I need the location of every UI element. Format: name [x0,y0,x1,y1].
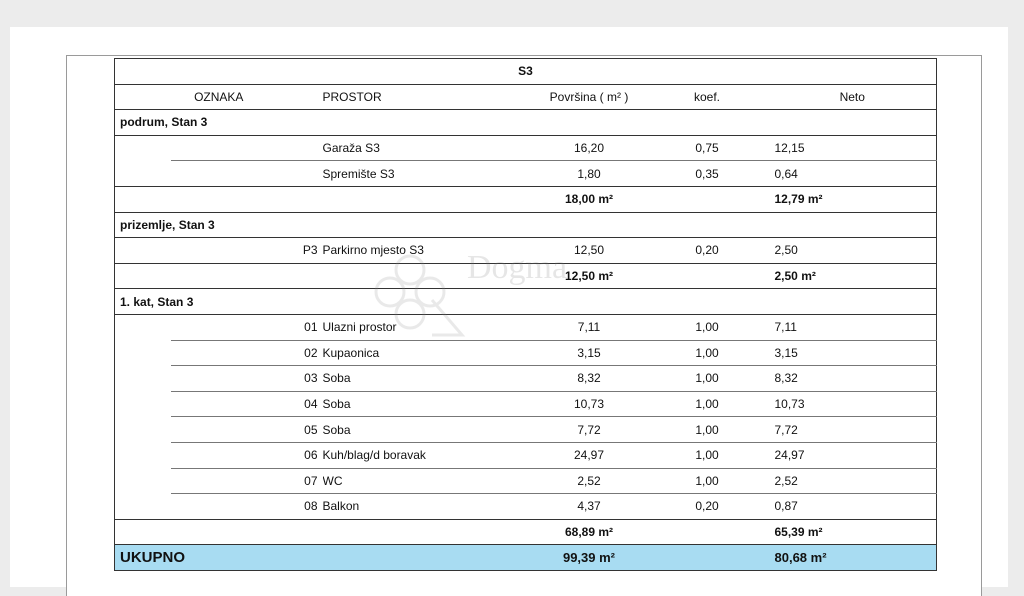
table-header-row [115,84,937,110]
section-row [115,110,937,136]
table-row [115,161,937,187]
subtotal-spacer [115,186,533,212]
row-povrsina: 12,50 [533,238,646,264]
total-spacer [646,545,769,571]
row-oznaka [171,161,323,187]
table-row [115,238,937,264]
row-spacer [115,366,171,392]
row-prostor: Soba [323,417,533,443]
row-prostor: Garaža S3 [323,135,533,161]
subtotal-neto: 65,39 m² [769,519,937,545]
row-prostor: Ulazni prostor [323,314,533,340]
table-row [115,468,937,494]
subtotal-row [115,186,937,212]
row-neto: 12,15 [769,135,937,161]
row-prostor: Soba [323,366,533,392]
header-koef: koef. [646,84,769,110]
subtotal-neto: 2,50 m² [769,263,937,289]
row-oznaka: P3 [171,238,323,264]
table-row [115,314,937,340]
row-povrsina: 4,37 [533,494,646,520]
subtotal-povrsina: 18,00 m² [533,186,646,212]
row-prostor: Balkon [323,494,533,520]
row-spacer [115,340,171,366]
row-koef: 1,00 [646,340,769,366]
total-povrsina: 99,39 m² [533,545,646,571]
table-row [115,417,937,443]
subtotal-row [115,263,937,289]
section-row [115,289,937,315]
row-koef: 0,20 [646,494,769,520]
row-koef: 0,35 [646,161,769,187]
table-row [115,494,937,520]
row-oznaka: 05 [171,417,323,443]
row-neto: 8,32 [769,366,937,392]
row-spacer [115,417,171,443]
subtotal-spacer [646,519,769,545]
row-spacer [115,468,171,494]
header-neto: Neto [769,84,937,110]
row-neto: 7,72 [769,417,937,443]
row-povrsina: 10,73 [533,391,646,417]
row-neto: 0,64 [769,161,937,187]
row-neto: 3,15 [769,340,937,366]
row-prostor: Kuh/blag/d boravak [323,442,533,468]
section-title: prizemlje, Stan 3 [115,212,937,238]
row-oznaka: 06 [171,442,323,468]
total-label: UKUPNO [115,545,533,571]
row-spacer [115,238,171,264]
row-povrsina: 7,11 [533,314,646,340]
row-koef: 1,00 [646,417,769,443]
subtotal-neto: 12,79 m² [769,186,937,212]
section-title: podrum, Stan 3 [115,110,937,136]
row-prostor: Kupaonica [323,340,533,366]
row-oznaka: 01 [171,314,323,340]
subtotal-povrsina: 68,89 m² [533,519,646,545]
table-row [115,340,937,366]
row-oznaka [171,135,323,161]
row-povrsina: 16,20 [533,135,646,161]
header-povrsina: Površina ( m² ) [533,84,646,110]
row-prostor: WC [323,468,533,494]
row-koef: 1,00 [646,366,769,392]
row-neto: 2,52 [769,468,937,494]
row-koef: 0,20 [646,238,769,264]
row-spacer [115,161,171,187]
table-row [115,442,937,468]
row-povrsina: 3,15 [533,340,646,366]
row-neto: 0,87 [769,494,937,520]
row-povrsina: 1,80 [533,161,646,187]
row-koef: 1,00 [646,314,769,340]
subtotal-spacer [646,263,769,289]
row-povrsina: 7,72 [533,417,646,443]
area-table [114,58,937,571]
subtotal-spacer [646,186,769,212]
row-oznaka: 08 [171,494,323,520]
table-row [115,391,937,417]
row-spacer [115,314,171,340]
subtotal-row [115,519,937,545]
table-row [115,366,937,392]
table-row [115,135,937,161]
header-prostor: PROSTOR [323,84,533,110]
row-spacer [115,391,171,417]
subtotal-povrsina: 12,50 m² [533,263,646,289]
row-povrsina: 2,52 [533,468,646,494]
table-title: S3 [115,59,937,85]
row-neto: 10,73 [769,391,937,417]
row-neto: 7,11 [769,314,937,340]
subtotal-spacer [115,263,533,289]
row-spacer [115,442,171,468]
row-oznaka: 03 [171,366,323,392]
row-prostor: Parkirno mjesto S3 [323,238,533,264]
row-prostor: Spremište S3 [323,161,533,187]
row-prostor: Soba [323,391,533,417]
subtotal-spacer [115,519,533,545]
total-neto: 80,68 m² [769,545,937,571]
row-koef: 1,00 [646,468,769,494]
row-neto: 2,50 [769,238,937,264]
section-title: 1. kat, Stan 3 [115,289,937,315]
row-spacer [115,494,171,520]
row-spacer [115,135,171,161]
total-row [115,545,937,571]
row-koef: 1,00 [646,442,769,468]
row-oznaka: 04 [171,391,323,417]
row-koef: 0,75 [646,135,769,161]
row-oznaka: 02 [171,340,323,366]
header-oznaka: OZNAKA [115,84,323,110]
table-title-row [115,59,937,85]
row-povrsina: 24,97 [533,442,646,468]
row-neto: 24,97 [769,442,937,468]
section-row [115,212,937,238]
row-oznaka: 07 [171,468,323,494]
row-povrsina: 8,32 [533,366,646,392]
row-koef: 1,00 [646,391,769,417]
